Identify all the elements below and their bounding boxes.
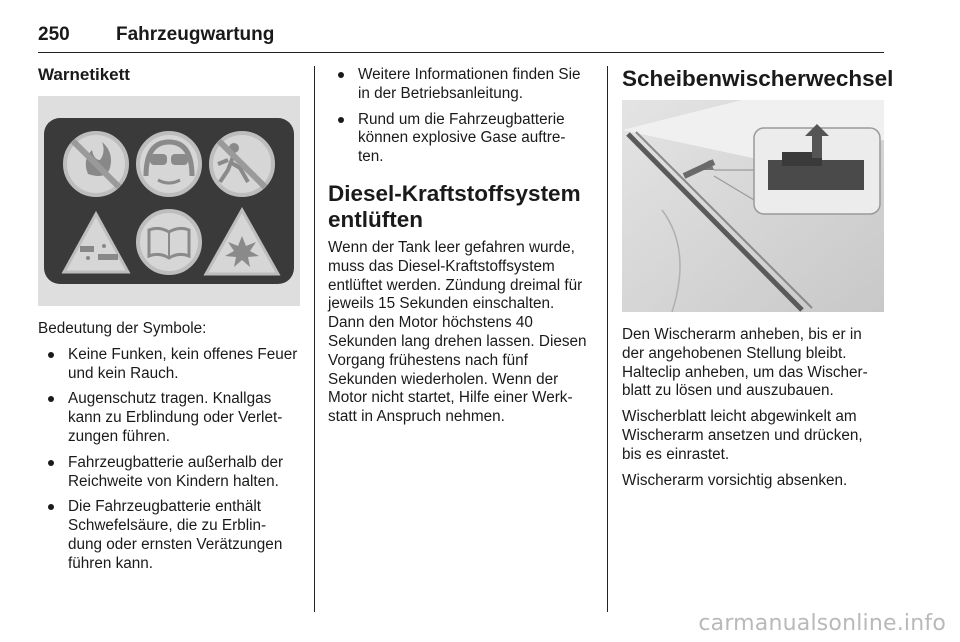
warning-label-heading: Warnetikett [38,65,130,84]
page-header [38,22,884,53]
wiper-figure [622,100,884,312]
diesel-section-heading: Diesel-Kraftstoffsystem entlüften [328,180,581,232]
paragraph: Wischerarm vorsichtig absenken. [622,471,848,489]
extra-warning-list [328,66,594,167]
wiper-section-heading: Scheibenwischerwechsel [622,66,894,91]
list-item: Die Fahrzeugbatterie enthält Schwefelsäure, die zu Erblin- dung oder ernsten Verätzungen führen kann. [38,498,300,573]
diesel-section-body: Wenn der Tank leer gefahren wurde, muss das Diesel-Kraftstoffsystem entlüftet werden. Zündung dreimal für jeweils 15 Sekunden einschalten. Dann den Motor höchstens 40 Sekunden lang drehen lassen. Diesen Vorgang frühestens nach fünf Sekunden wiederholen. Wenn der Motor nicht startet, Hilfe einer Werk- statt in Anspruch nehmen. [328,238,587,426]
read-manual-icon [138,211,200,273]
eye-protection-icon [138,133,200,195]
no-fire-icon [65,133,127,195]
chapter-title: Fahrzeugwartung [116,24,275,45]
watermark: carmanualsonline.info [698,611,946,636]
list-item: Keine Funken, kein offenes Feuer und kein Rauch. [38,346,300,384]
list-item: Rund um die Fahrzeugbatterie können explosive Gase auftre- ten. [328,111,594,167]
middle-column [328,66,594,434]
wiper-instructions [622,326,884,497]
keep-children-away-icon [211,133,273,195]
wiper-illustration [622,100,884,312]
list-item: Fahrzeugbatterie außerhalb der Reichweite von Kindern halten. [38,454,300,492]
column-divider-right [607,66,608,612]
warning-label-figure [38,96,300,306]
paragraph: Wischerblatt leicht abgewinkelt am Wischerarm ansetzen und drücken, bis es einrastet. [622,408,863,463]
symbol-list [38,346,300,574]
list-item: Weitere Informationen finden Sie in der Betriebsanleitung. [328,66,594,104]
right-column [622,66,894,98]
symbols-intro: Bedeutung der Symbole: [38,320,207,337]
paragraph: Den Wischerarm anheben, bis er in der angehobenen Stellung bleibt. Halteclip anheben, um das Wischer- blatt zu lösen und auszubauen. [622,326,868,400]
page-number: 250 [38,24,70,45]
warning-label-illustration [38,96,300,306]
symbol-meanings [38,320,300,581]
left-column [38,66,300,85]
list-item: Augenschutz tragen. Knallgas kann zu Erblindung oder Verlet- zungen führen. [38,390,300,446]
column-divider-left [314,66,315,612]
